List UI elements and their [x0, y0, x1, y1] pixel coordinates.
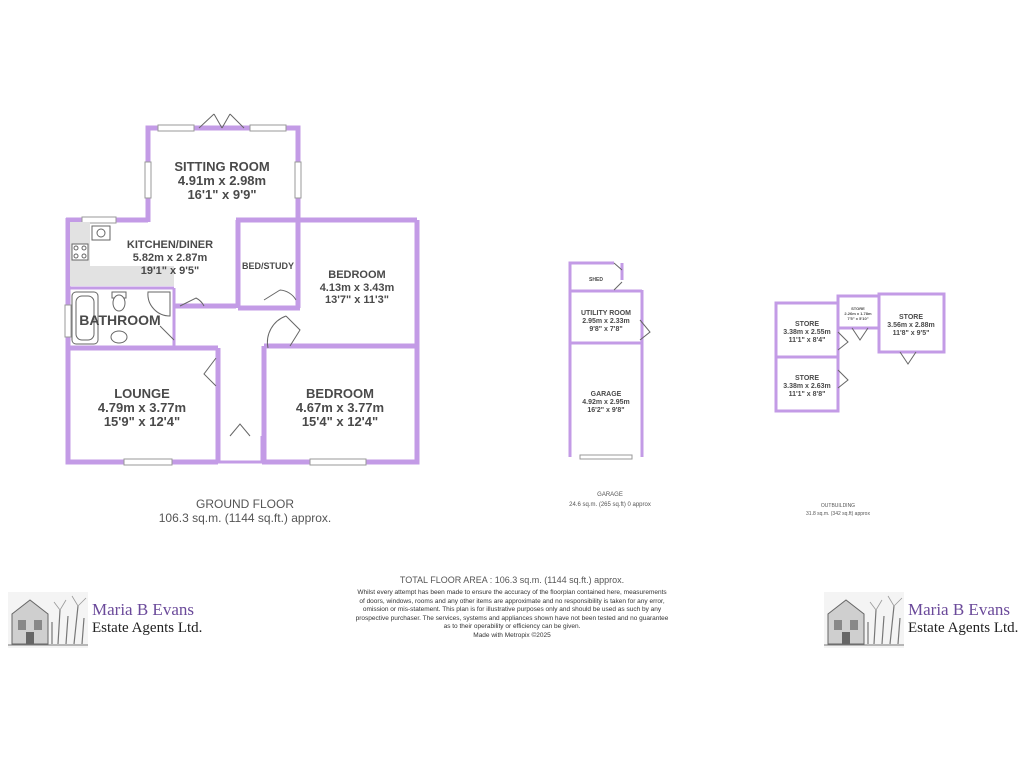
- store2-imperial: 11'1" x 8'8": [788, 391, 826, 398]
- disclaimer-line: prospective purchaser. The services, systems and appliances shown have not been tested and no guarantee: [355, 614, 669, 622]
- bathroom-name: BATHROOM: [79, 312, 161, 328]
- bedroom1-name: BEDROOM: [328, 269, 386, 281]
- lounge-name: LOUNGE: [114, 386, 170, 401]
- agent-logo-left: [8, 592, 208, 648]
- store1-metric: 3.38m x 2.55m: [783, 329, 831, 336]
- utility-metric: 2.95m x 2.33m: [582, 318, 630, 325]
- disclaimer-line: Whilst every attempt has been made to ensure the accuracy of the floorplan contained here, measurements: [357, 589, 667, 596]
- bed-study-name: BED/STUDY: [241, 261, 295, 271]
- store3-name: STORE: [899, 314, 923, 321]
- store2-metric: 3.38m x 2.63m: [783, 383, 831, 390]
- garage-title: GARAGE: [597, 492, 623, 498]
- ground-floor-area: 106.3 sq.m. (1144 sq.ft.) approx.: [158, 511, 332, 525]
- sitting-room-name: SITTING ROOM: [174, 159, 270, 174]
- disclaimer-line: Made with Metropix ©2025: [473, 631, 551, 639]
- agent-name: Maria B Evans: [92, 600, 194, 619]
- sitting-room-metric: 4.91m x 2.98m: [177, 173, 267, 188]
- store3-metric: 3.56m x 2.88m: [887, 322, 935, 329]
- store-small-imperial: 7'5" x 5'10": [847, 316, 869, 321]
- kitchen-name: KITCHEN/DINER: [126, 239, 214, 251]
- room-labels: [79, 159, 934, 429]
- lounge-metric: 4.79m x 3.77m: [97, 400, 187, 415]
- disclaimer-line: as to their operability or efficiency can be given.: [443, 623, 581, 630]
- utility-imperial: 9'8" x 7'8": [589, 326, 623, 333]
- garage-walls: [570, 263, 650, 459]
- garage-name: GARAGE: [590, 391, 622, 398]
- outbuilding-area: 31.8 sq.m. (342 sq.ft) approx: [806, 511, 870, 517]
- store1-imperial: 11'1" x 8'4": [788, 337, 826, 344]
- outbuilding-title: OUTBUILDING: [820, 503, 856, 509]
- house-sketch-icon: [8, 592, 88, 648]
- ground-floor-title: GROUND FLOOR: [195, 497, 294, 511]
- agent-logo-right: [824, 592, 1024, 648]
- disclaimer-line: of doors, windows, rooms and any other items are approximate and no responsibility is taken for any error,: [359, 597, 665, 605]
- kitchen-imperial: 19'1" x 9'5": [140, 265, 200, 277]
- agent-name: Maria B Evans: [908, 600, 1010, 619]
- outbuilding-caption: [770, 502, 906, 518]
- bedroom2-imperial: 15'4" x 12'4": [301, 414, 379, 429]
- utility-name: UTILITY ROOM: [580, 310, 632, 317]
- ground-floor-caption: [120, 497, 370, 525]
- bedroom1-metric: 4.13m x 3.43m: [319, 282, 395, 294]
- store-small-name: STORE: [851, 306, 865, 311]
- total-floor-area: TOTAL FLOOR AREA : 106.3 sq.m. (1144 sq.ft.) approx.: [399, 575, 625, 585]
- store3-imperial: 11'8" x 9'5": [892, 330, 930, 337]
- sitting-room-imperial: 16'1" x 9'9": [187, 187, 257, 202]
- bedroom2-metric: 4.67m x 3.77m: [295, 400, 385, 415]
- garage-imperial: 16'2" x 9'8": [587, 407, 625, 414]
- agent-subtitle: Estate Agents Ltd.: [92, 620, 203, 636]
- bedroom2-name: BEDROOM: [306, 386, 374, 401]
- store-small-metric: 2.26m x 1.78m: [844, 311, 872, 316]
- garage-area: 24.6 sq.m. (265 sq.ft) 0 approx: [569, 502, 651, 508]
- kitchen-metric: 5.82m x 2.87m: [132, 252, 208, 264]
- agent-subtitle: Estate Agents Ltd.: [908, 620, 1019, 636]
- total-floor-area-block: [310, 575, 714, 640]
- house-sketch-icon: [824, 592, 904, 648]
- garage-metric: 4.92m x 2.95m: [582, 399, 630, 406]
- store2-name: STORE: [795, 375, 819, 382]
- store1-name: STORE: [795, 321, 819, 328]
- lounge-imperial: 15'9" x 12'4": [103, 414, 181, 429]
- disclaimer-line: omission or mis-statement. This plan is for illustrative purposes only and should be used as such by any: [362, 606, 662, 613]
- disclaimer: [310, 589, 714, 640]
- bedroom1-imperial: 13'7" x 11'3": [325, 294, 389, 306]
- garage-caption: [540, 490, 680, 510]
- shed-name: SHED: [589, 277, 603, 283]
